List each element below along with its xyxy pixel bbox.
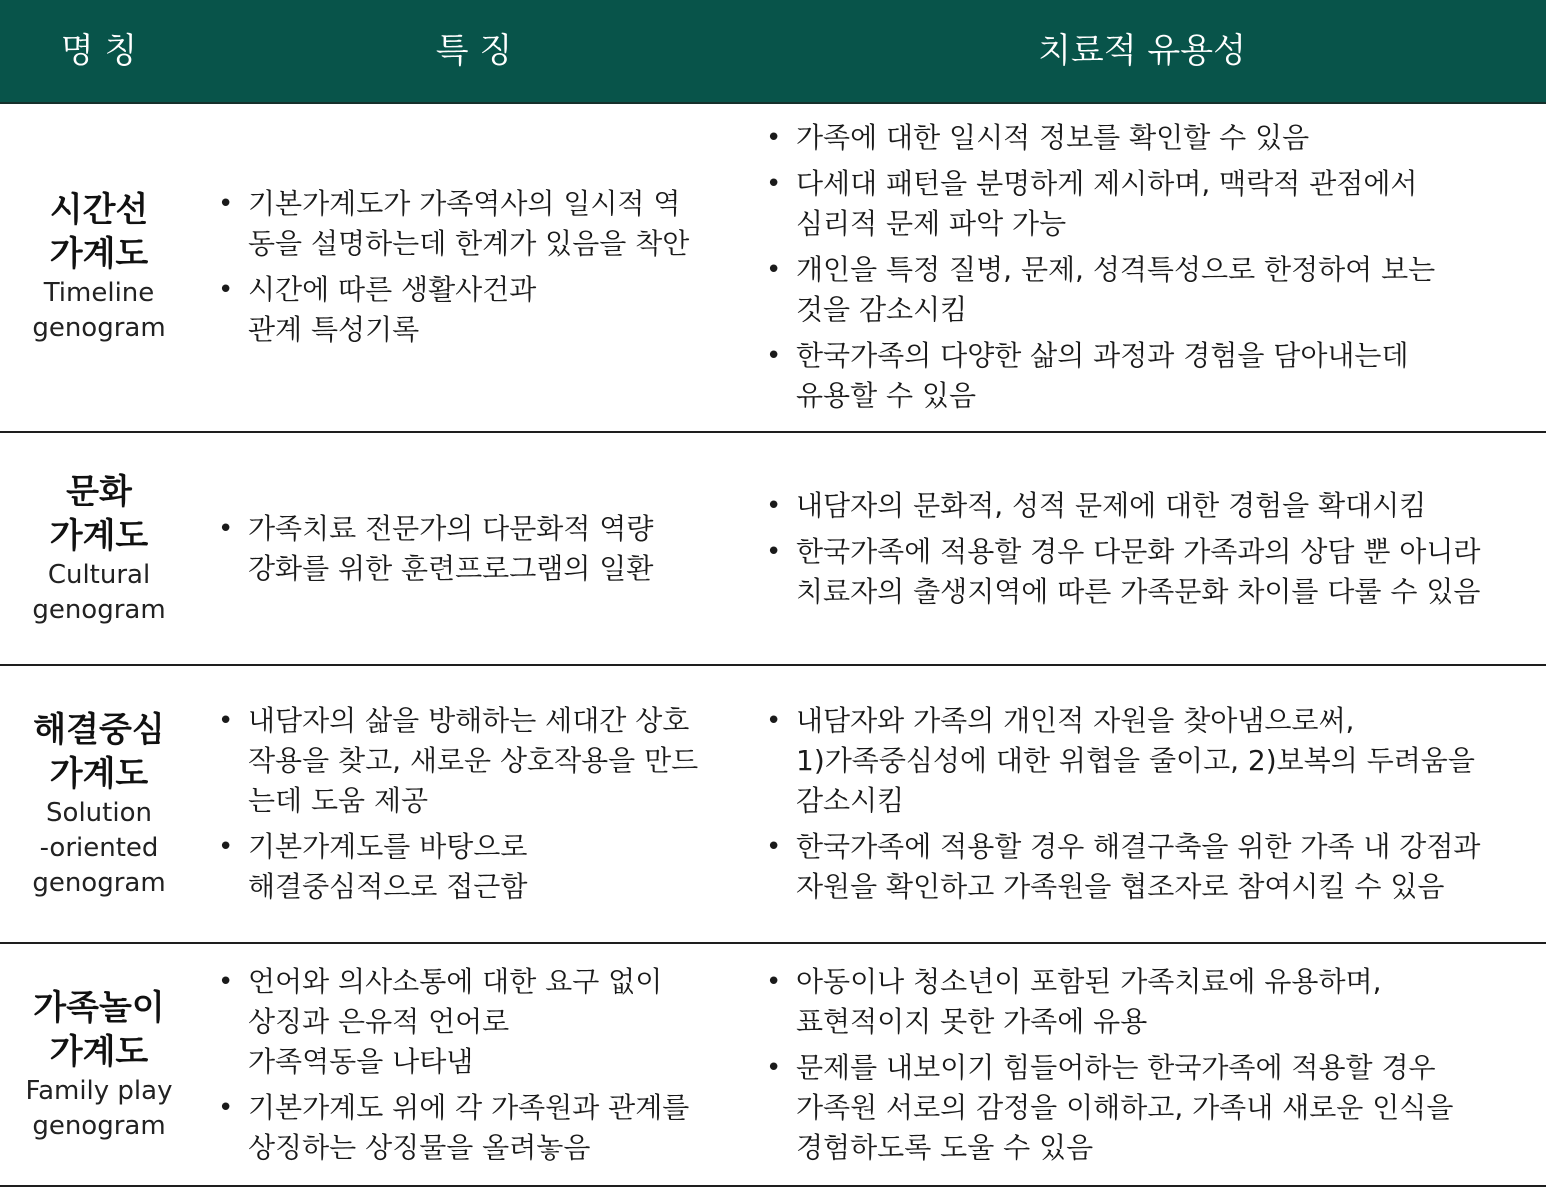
- feature-item: • 내담자의 삶을 방해하는 세대간 상호 작용을 찾고, 새로운 상호작용을 만드 는데 도움 제공: [214, 701, 734, 821]
- usefulness-item: • 문제를 내보이기 힘들어하는 한국가족에 적용할 경우 가족원 서로의 감정을 이해하고, 가족내 새로운 인식을 경험하도록 도울 수 있음: [762, 1048, 1542, 1168]
- name-korean: 가계도: [49, 753, 149, 794]
- name-english: -oriented: [39, 832, 159, 863]
- usefulness-cell: [762, 944, 1542, 1185]
- features-cell: [214, 666, 734, 942]
- features-cell: [214, 944, 734, 1185]
- usefulness-cell: [762, 666, 1542, 942]
- row-name-cell: [0, 666, 198, 942]
- table-header: [0, 0, 1546, 104]
- table-row: [0, 102, 1546, 433]
- name-english: Solution: [46, 797, 152, 828]
- features-cell: [214, 102, 734, 431]
- feature-item: • 언어와 의사소통에 대한 요구 없이 상징과 은유적 언어로 가족역동을 나타냄: [214, 962, 734, 1082]
- usefulness-item: • 내담자와 가족의 개인적 자원을 찾아냄으로써, 1)가족중심성에 대한 위협을 줄이고, 2)보복의 두려움을 감소시킴: [762, 701, 1542, 821]
- usefulness-cell: [762, 102, 1542, 431]
- name-english: Timeline: [43, 277, 155, 308]
- usefulness-item: • 개인을 특정 질병, 문제, 성격특성으로 한정하여 보는 것을 감소시킴: [762, 250, 1542, 330]
- name-english: genogram: [32, 594, 166, 625]
- row-name-cell: [0, 102, 198, 431]
- name-english: Cultural: [47, 559, 151, 590]
- features-cell: [214, 433, 734, 664]
- row-name-cell: [0, 944, 198, 1185]
- usefulness-item: • 다세대 패턴을 분명하게 제시하며, 맥락적 관점에서 심리적 문제 파악 가능: [762, 164, 1542, 244]
- name-korean: 시간선: [49, 189, 149, 230]
- usefulness-cell: [762, 433, 1542, 664]
- usefulness-item: • 한국가족에 적용할 경우 다문화 가족과의 상담 뿐 아니라 치료자의 출생지역에 따른 가족문화 차이를 다룰 수 있음: [762, 532, 1542, 612]
- usefulness-item: • 가족에 대한 일시적 정보를 확인할 수 있음: [762, 118, 1542, 158]
- name-korean: 문화: [66, 471, 132, 512]
- header-name: 명 칭: [60, 31, 138, 71]
- name-korean: 가계도: [49, 515, 149, 556]
- table-row: [0, 666, 1546, 944]
- table-row: [0, 944, 1546, 1187]
- name-korean: 가계도: [49, 1031, 149, 1072]
- row-name-cell: [0, 433, 198, 664]
- table-row: [0, 433, 1546, 666]
- header-features: 특 징: [435, 31, 513, 71]
- usefulness-item: • 내담자의 문화적, 성적 문제에 대한 경험을 확대시킴: [762, 486, 1542, 526]
- name-english: genogram: [32, 312, 166, 343]
- header-usefulness: 치료적 유용성: [1038, 31, 1246, 71]
- name-english: genogram: [32, 867, 166, 898]
- feature-item: • 기본가계도 위에 각 가족원과 관계를 상징하는 상징물을 올려놓음: [214, 1088, 734, 1168]
- usefulness-item: • 한국가족의 다양한 삶의 과정과 경험을 담아내는데 유용할 수 있음: [762, 336, 1542, 416]
- feature-item: • 기본가계도가 가족역사의 일시적 역 동을 설명하는데 한계가 있음을 착안: [214, 184, 734, 264]
- name-english: genogram: [32, 1110, 166, 1141]
- name-korean: 가계도: [49, 233, 149, 274]
- feature-item: • 가족치료 전문가의 다문화적 역량 강화를 위한 훈련프로그램의 일환: [214, 509, 734, 589]
- name-english: Family play: [25, 1075, 173, 1106]
- feature-item: • 기본가계도를 바탕으로 해결중심적으로 접근함: [214, 827, 734, 907]
- usefulness-item: • 아동이나 청소년이 포함된 가족치료에 유용하며, 표현적이지 못한 가족에 유용: [762, 962, 1542, 1042]
- feature-item: • 시간에 따른 생활사건과 관계 특성기록: [214, 270, 734, 350]
- name-korean: 가족놀이: [33, 987, 165, 1028]
- usefulness-item: • 한국가족에 적용할 경우 해결구축을 위한 가족 내 강점과 자원을 확인하고 가족원을 협조자로 참여시킬 수 있음: [762, 827, 1542, 907]
- name-korean: 해결중심: [33, 709, 165, 750]
